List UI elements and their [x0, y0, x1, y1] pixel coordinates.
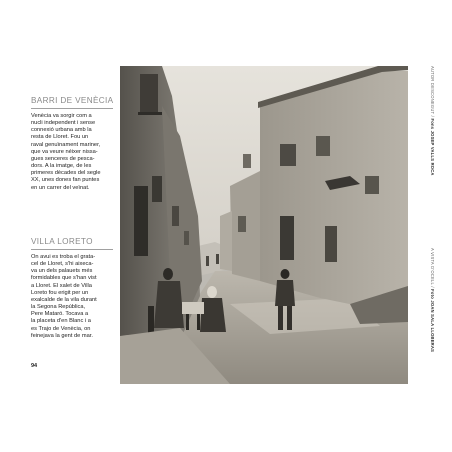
right-building-near — [260, 71, 408, 316]
paragraph-line: en un carrer del veïnat. — [31, 184, 90, 191]
paragraph-line: la placeta d'en Blanc i a — [31, 318, 91, 325]
left-window — [172, 206, 179, 226]
credit-label: A VISTA D'OCELL — [430, 248, 435, 285]
section-paragraph — [31, 254, 113, 340]
chimney — [243, 154, 251, 168]
paragraph-line: cel de Lloret, s'hi aixeca- — [31, 261, 94, 268]
photo-credit-top: AUTOR DESCONEGUT / Fons JOSEP VALLS ROCA — [430, 66, 435, 176]
credit-label: AUTOR DESCONEGUT — [430, 66, 435, 115]
paragraph-line: la Segona República, — [31, 304, 86, 311]
paragraph-line: feinejava la gent de mar. — [31, 332, 93, 339]
section-divider — [31, 249, 113, 250]
section-title: VILLA LORETO — [31, 237, 93, 246]
page-number: 94 — [31, 363, 38, 369]
left-window — [184, 231, 189, 245]
section-villa-loreto — [31, 237, 113, 340]
paragraph-line: primeres dècades del segle — [31, 170, 101, 177]
paragraph-line: que va veure néixer nissa- — [31, 148, 98, 155]
right-window — [365, 176, 379, 194]
paragraph-line: Loreto fou erigit per un — [31, 289, 89, 296]
right-door — [325, 226, 337, 262]
paragraph-line: resta de Lloret. Fou un — [31, 134, 89, 141]
credit-name: Foto JOAN SALA LLOBERAS — [430, 289, 435, 353]
section-title: BARRI DE VENÈCIA — [31, 96, 114, 105]
paragraph-line: On avui es troba el grata- — [31, 254, 96, 260]
right-window — [280, 144, 296, 166]
credit-name: Fons JOSEP VALLS ROCA — [430, 118, 435, 176]
paragraph-line: formidables que s'han vist — [31, 275, 97, 282]
left-door — [134, 186, 148, 256]
right-building-far — [220, 211, 232, 271]
paragraph-line: Pere Mataró. Tocava a — [31, 311, 89, 318]
historic-street-photo — [120, 66, 408, 384]
section-barri-de-venecia — [31, 96, 113, 192]
paragraph-line: Venècia va sorgir com a — [31, 113, 92, 119]
paragraph-line: dors. A la imatge, de les — [31, 163, 92, 170]
paragraph-line: XX, unes dones fan puntes — [31, 177, 100, 184]
section-divider — [31, 108, 113, 109]
distant-figure — [216, 254, 219, 264]
section-paragraph — [31, 113, 113, 192]
paragraph-line: raval genuïnament mariner, — [31, 141, 101, 148]
left-balcony-rail — [138, 112, 162, 115]
photo-credit-bottom: A VISTA D'OCELL / Foto JOAN SALA LLOBERAS — [430, 248, 435, 353]
right-door — [280, 216, 294, 260]
paragraph-line: va un dels palauets més — [31, 268, 93, 275]
left-balcony — [140, 74, 158, 114]
paragraph-line: connexió urbana amb la — [31, 127, 92, 134]
paragraph-line: gues senceres de pesca- — [31, 155, 95, 162]
right-window — [238, 216, 246, 232]
left-window — [152, 176, 162, 202]
paragraph-line: es Trajo de Venècia, on — [31, 325, 91, 332]
right-window — [316, 136, 330, 156]
paragraph-line: exalcalde de la vila durant — [31, 296, 97, 303]
distant-figure — [206, 256, 209, 266]
paragraph-line: a Lloret. El xalet de Villa — [31, 282, 92, 289]
paragraph-line: nucli independent i sense — [31, 120, 96, 127]
